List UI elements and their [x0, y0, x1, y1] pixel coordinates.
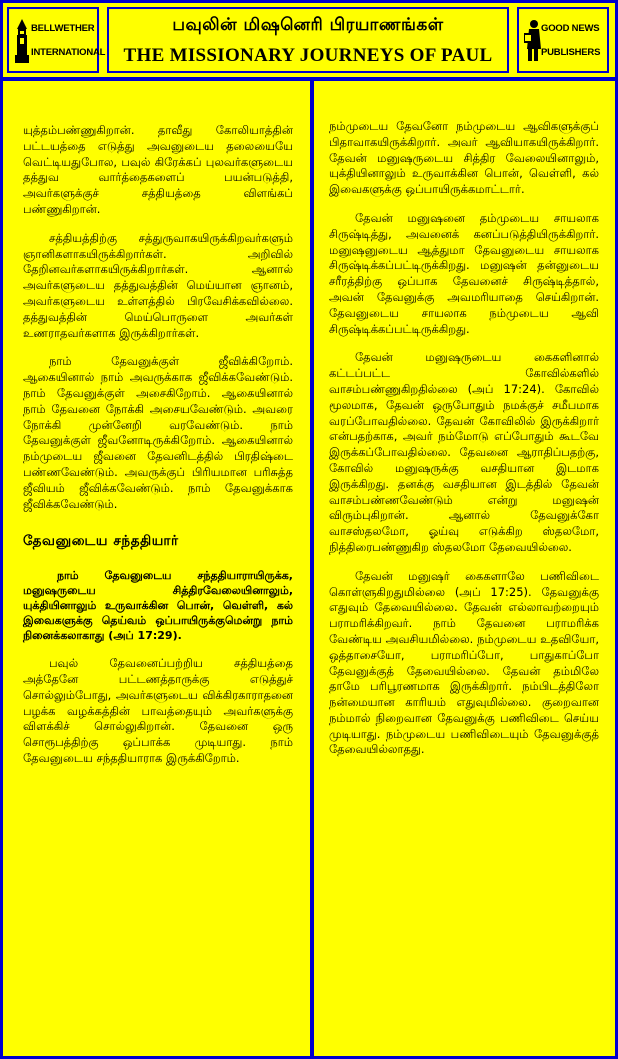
right-column [319, 83, 611, 771]
scripture-quote: நாம் தேவனுடைய சந்ததியாராயிருக்க, மனுஷருடைய சித்திரவேலையினாலும், யுக்தியினாலும் உருவாக்கின பொன், வெள்ளி, கல் இவைகளுக்கு தெய்வம் ஒப்பாயிருக்குமென்று நாம் நினைக்கலாகாது (அப் 17:29). [23, 569, 293, 643]
bellwether-line1: BELLWETHER [31, 23, 95, 34]
left-paragraph-2: சத்தியத்திற்கு சத்துருவாகயிருக்கிறவர்களும் ஞானிகளாகயிருக்கிறார்கள். அறிவில் தேறினவர்களாகயிருக்கிறார்கள். ஆனால் அவர்களுடைய தத்துவத்தின் மெய்யான ஞானம், அவர்களுடைய உள்ளத்தில் பிரவேசிக்கவில்லை. தத்துவத்தின் மெய்பொருளை அவர்கள் உணராதவர்களாக இருக்கிறார்கள். [23, 230, 293, 340]
title-box [107, 7, 509, 73]
right-paragraph-1: நம்முடைய தேவனோ நம்முடைய ஆவிகளுக்குப் பிதாவாகயிருக்கிறார். அவர் ஆவியாகயிருக்கிறார். தேவன் மனுஷருடைய சித்திர வேலையினாலும், யுக்தியினாலும் உருவாக்கின பொன், வெள்ளி, கல் இவைகளுக்கு ஒப்பாயிருக்கமாட்டார். [329, 119, 599, 197]
column-divider [310, 81, 314, 1059]
left-paragraph-4: பவுல் தேவனைப்பற்றிய சத்தியத்தை அத்தேனே பட்டணத்தாருக்கு எடுத்துச் சொல்லும்போது, அவர்களுடைய விக்கிரகாராதனை பழக்க வழக்கத்தின் பாவத்தையும் அவர்களுக்கு விளக்கிச் சொல்லுகிறான். தேவனை ஒரு சொரூபத்திற்கு ஒப்பாக்க முடியாது. நாம் தேவனுடைய சந்ததியாராக இருக்கிறோம். [23, 656, 293, 765]
book-figure-icon [523, 19, 541, 63]
goodnews-line2: PUBLISHERS [541, 47, 601, 58]
right-paragraph-4: தேவன் மனுஷர் கைகளாலே பணிவிடை கொள்ளுகிறதுமில்லை (அப் 17:25). தேவனுக்கு எதுவும் தேவையில்லை. தேவன் எல்லாவற்றையும் பராமரிக்கிறவர். நாம் தேவனை பராமரிக்க வேண்டிய அவசியமில்லை. நம்முடைய உதவியோ, ஒத்தாசையோ, பராமரிப்போ, பாதுகாப்போ தேவனுக்குத் தேவையில்லை. தேவன் தம்மிலே தாமே பரிபூரணமாக இருக்கிறார். நம்பிடத்திலோ நன்மையான காரியம் எதுவுமில்லை. குறைவான நம்மால் நிறைவான தேவனுக்கு பணிவிடை செய்ய முடியாது. நம்முடைய பணிவிடையும் தேவனுக்குத் தேவையில்லாதது. [329, 568, 599, 757]
bell-tower-icon [13, 19, 31, 63]
left-paragraph-3: நாம் தேவனுக்குள் ஜீவிக்கிறோம். ஆகையினால் நாம் அவருக்காக ஜீவிக்கவேண்டும். நாம் தேவனுக்குள் அசைகிறோம். ஆகையினால் நாம் தேவனை நோக்கி அசையவேண்டும். அவரை நோக்கி முன்னேறி வரவேண்டும். நாம் தேவனுக்குள் ஜீவனோடிருக்கிறோம். ஆகையினால் நம்முடைய ஜீவனை தேவனிடத்தில் பிரதிஷ்டை பண்ணவேண்டும். அவருக்குப் பிரியமான பரிசுத்த ஜீவியம் ஜீவிக்கவேண்டும். நாம் தேவனுக்காக ஜீவிக்கவேண்டும். [23, 354, 293, 511]
goodnews-logo [517, 7, 609, 73]
right-paragraph-2: தேவன் மனுஷனை தம்முடைய சாயலாக சிருஷ்டித்து, அவனைக் கனப்படுத்தியிருக்கிறார். மனுஷனுடைய ஆத்துமா தேவனுடைய சாயலாக சிருஷ்டிக்கப்பட்டிருக்கிறது. மனுஷன் தன்னுடைய சரீரத்திற்கு ஒப்பாக தேவனைச் சிருஷ்டித்தால், அவன் தேவனுக்கு அவமரியாதை செய்கிறான். தேவனுடைய சாயலாக நம்முடைய ஆவி சிருஷ்டிக்கப்பட்டிருக்கிறது. [329, 210, 599, 336]
title-english: THE MISSIONARY JOURNEYS OF PAUL [123, 45, 493, 66]
section-heading: தேவனுடைய சந்ததியார் [23, 533, 179, 550]
left-paragraph-1: யுத்தம்பண்ணுகிறான். தாவீது கோலியாத்தின் பட்டயத்தை எடுத்து அவனுடைய தலையையே வெட்டியதுபோல, பவுல் கிரேக்கப் புலவர்களுடைய தத்துவ வார்த்தைகளைப் பயன்படுத்தி, அவர்களுக்குச் சத்தியத்தை விளங்கப் பண்ணுகிறான். [23, 123, 293, 216]
right-paragraph-3: தேவன் மனுஷருடைய கைகளினால் கட்டப்பட்ட கோவில்களில் வாசம்பண்ணுகிறதில்லை (அப் 17:24). கோவில் மூலமாக, தேவன் ஒருபோதும் நமக்குச் சமீபமாக வரப்போவதில்லை. தேவன் கோவிலில் இருக்கிறார் என்பதற்காக, அவர் நம்மோடு எப்போதும் கூடவே இருக்கப்போவதில்லை. தேவனை ஆராதிப்பதற்கு, கோவில் மனுஷருக்கு வசதியான இடமாக இருக்கிறது. தனக்கு வசதியான இடத்தில் தேவன் வாசம்பண்ணவேண்டும் என்று மனுஷன் விரும்புகிறான். ஆனால் தேவனுக்கோ வாசஸ்தலமோ, ஓய்வு எடுக்கிற ஸ்தலமோ, நித்திரைபண்ணுகிற ஸ்தலமோ தேவையில்லை. [329, 350, 599, 554]
bellwether-logo [7, 7, 106, 73]
bellwether-line2: INTERNATIONAL [31, 47, 106, 58]
goodnews-line1: GOOD NEWS [541, 23, 600, 34]
left-column [11, 83, 305, 780]
header [3, 3, 615, 81]
title-tamil: பவுலின் மிஷனெரி பிரயாணங்கள் [172, 15, 444, 35]
